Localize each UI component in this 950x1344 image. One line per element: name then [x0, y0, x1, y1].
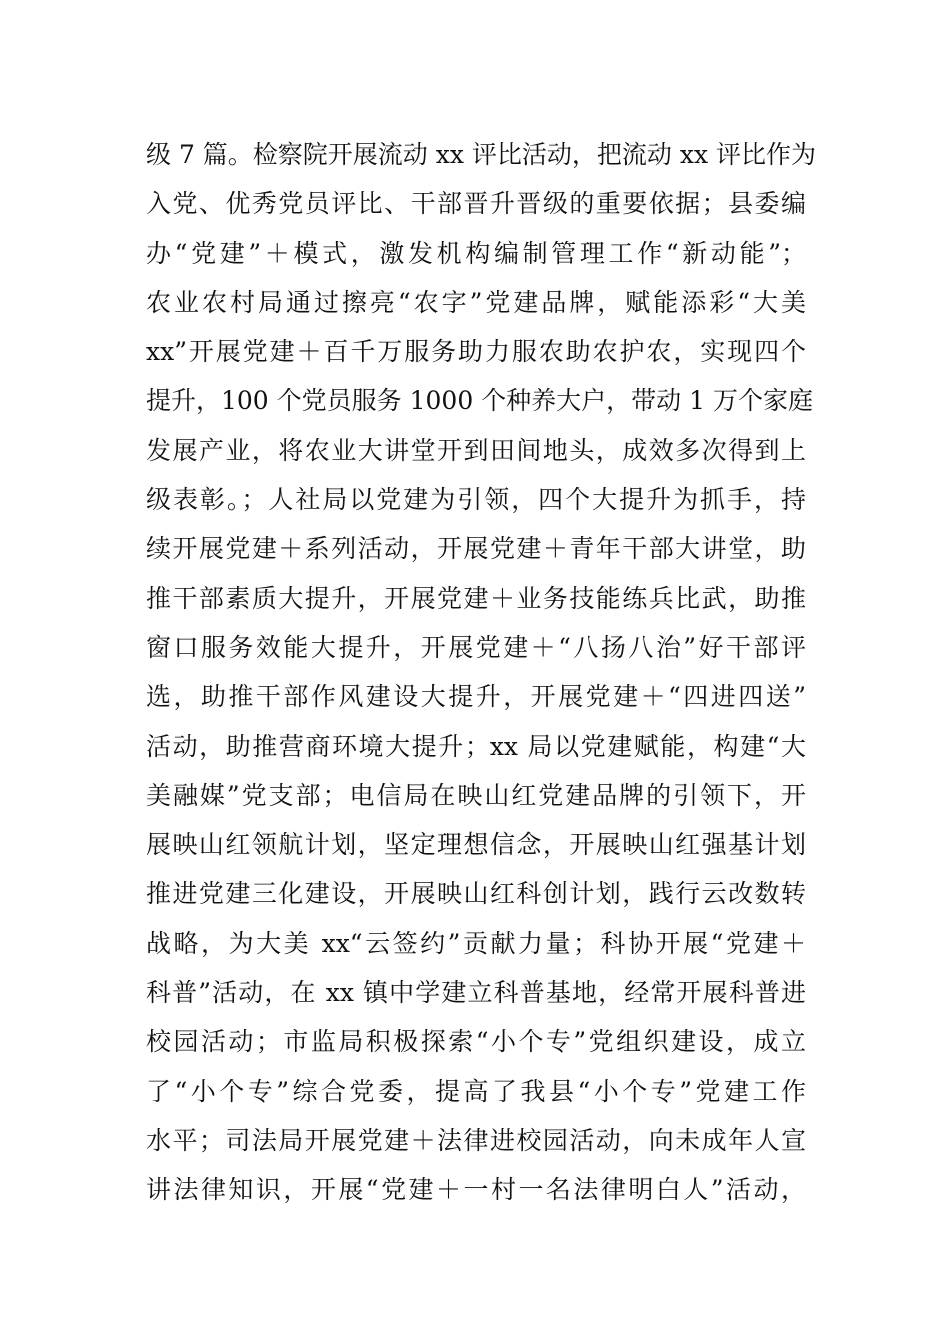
- text-line-15: 展映山红领航计划，坚定理想信念，开展映山红强基计划: [146, 830, 806, 860]
- text-line-13: 活动，助推营商环境大提升；xx 局以党建赋能，构建“大: [146, 731, 806, 761]
- text-line-14: 美融媒”党支部；电信局在映山红党建品牌的引领下，开: [146, 780, 806, 810]
- text-line-12: 选，助推干部作风建设大提升，开展党建＋“四进四送”: [146, 682, 806, 712]
- text-line-19: 校园活动；市监局积极探索“小个专”党组织建设，成立: [146, 1027, 806, 1057]
- text-line-6: 提升，100 个党员服务 1000 个种养大户，带动 1 万个家庭: [146, 386, 813, 416]
- text-line-4: 农业农村局通过擦亮“农字”党建品牌，赋能添彩“大美: [146, 287, 806, 317]
- text-line-9: 续开展党建＋系列活动，开展党建＋青年干部大讲堂，助: [146, 534, 806, 564]
- text-line-1: 级 7 篇。检察院开展流动 xx 评比活动，把流动 xx 评比作为: [146, 140, 816, 169]
- text-line-8: 级表彰。；人社局以党建为引领，四个大提升为抓手，持: [146, 485, 806, 515]
- text-line-21: 水平；司法局开展党建＋法律进校园活动，向未成年人宣: [146, 1125, 806, 1155]
- text-line-22: 讲法律知识，开展“党建＋一村一名法律明白人”活动，: [146, 1175, 806, 1205]
- text-line-3: 办“党建”＋模式，激发机构编制管理工作“新动能”；: [146, 238, 806, 268]
- text-line-18: 科普”活动，在 xx 镇中学建立科普基地，经常开展科普进: [146, 978, 806, 1008]
- text-line-5: xx”开展党建＋百千万服务助力服农助农护农，实现四个: [146, 337, 806, 367]
- text-line-11: 窗口服务效能大提升，开展党建＋“八扬八治”好干部评: [146, 632, 806, 662]
- text-line-7: 发展产业，将农业大讲堂开到田间地头，成效多次得到上: [146, 435, 806, 465]
- text-line-20: 了“小个专”综合党委，提高了我县“小个专”党建工作: [146, 1076, 806, 1106]
- text-line-16: 推进党建三化建设，开展映山红科创计划，践行云改数转: [146, 879, 806, 909]
- text-line-2: 入党、优秀党员评比、干部晋升晋级的重要依据；县委编: [146, 189, 806, 219]
- body-paragraph: [146, 130, 816, 1215]
- text-line-17: 战略，为大美 xx“云签约”贡献力量；科协开展“党建＋: [146, 928, 806, 958]
- text-line-10: 推干部素质大提升，开展党建＋业务技能练兵比武，助推: [146, 583, 806, 613]
